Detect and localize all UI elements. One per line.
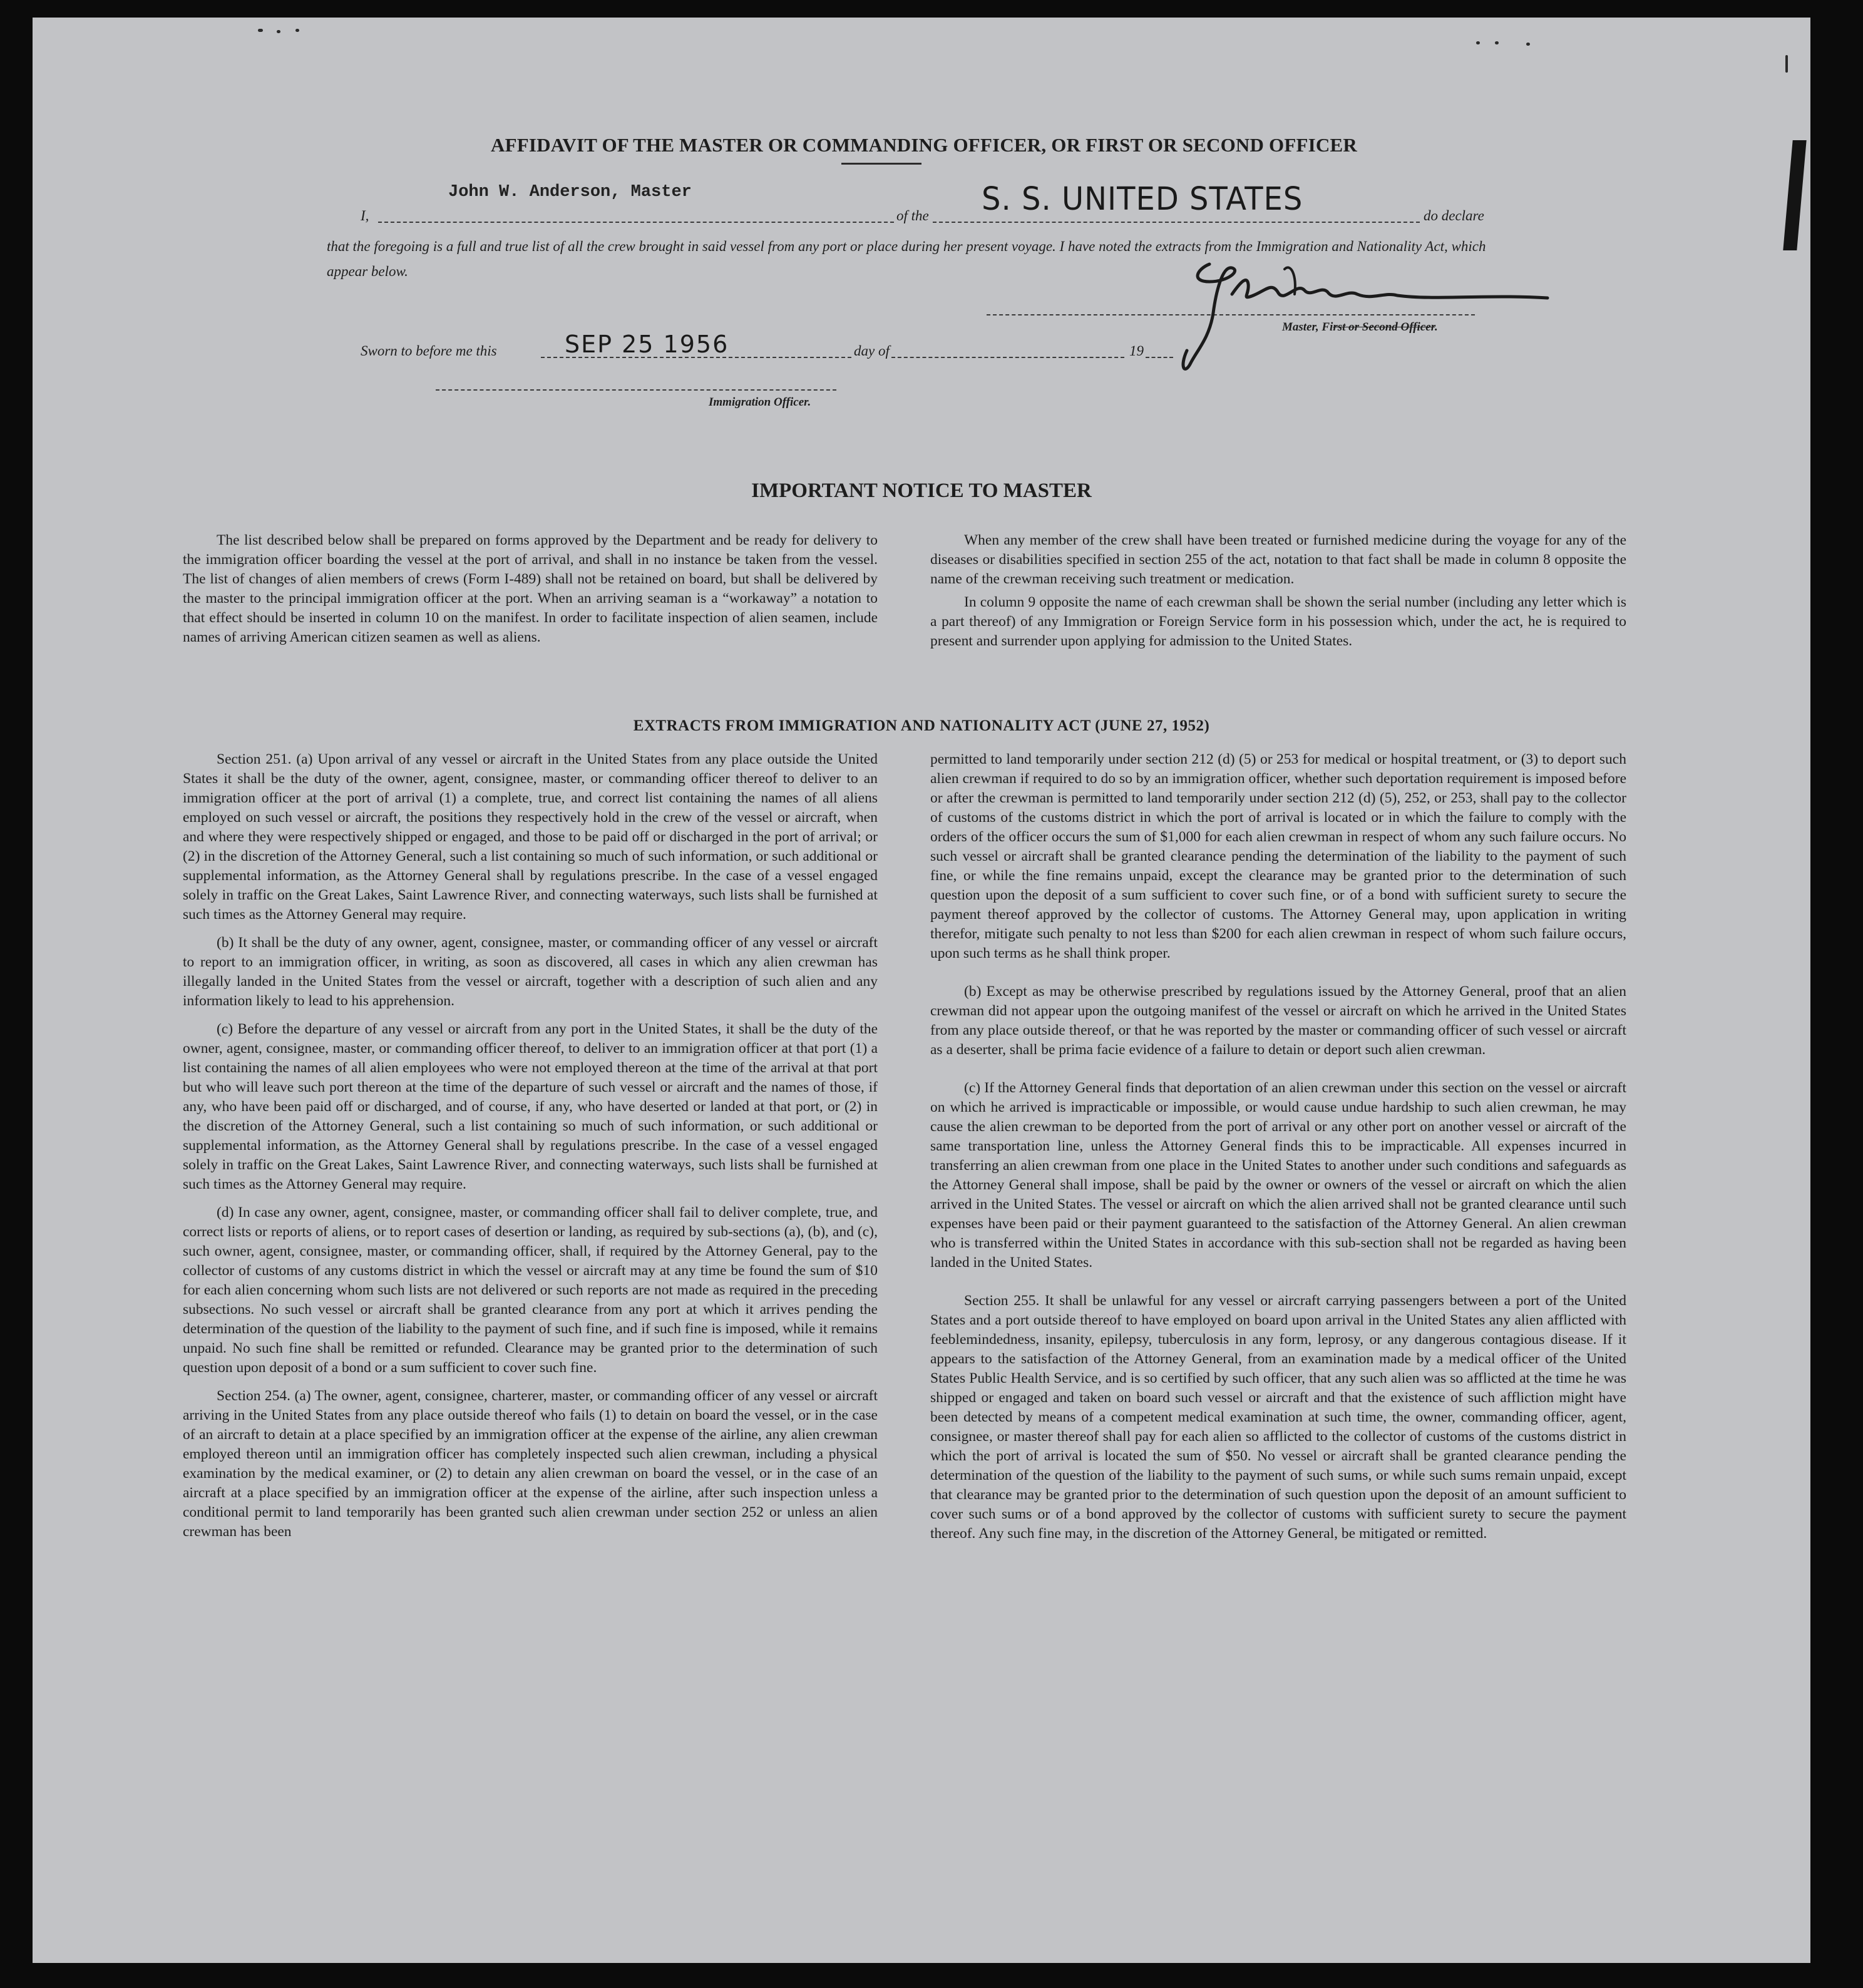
extracts-heading: EXTRACTS FROM IMMIGRATION AND NATIONALITY ACT (JUNE 27, 1952) <box>633 717 1210 734</box>
of-the-label: of the <box>896 208 929 223</box>
notice-paragraph: The list described below shall be prepared on forms approved by the Department and be ready for delivery to the immigration officer boarding the vessel at the port of arrival, and shall in no instance be taken from the vessel. The list of changes of alien members of crews (Form I-489) shall not be retained on board, but shall be delivered by the master to the principal immigration officer at the port. When an arriving seaman is a “workaway” a notation to that effect should be inserted in column 10 on the manifest. In order to facilitate inspection of alien seamen, include names of arriving American citizen seamen as well as aliens. <box>183 532 878 645</box>
section-paragraph: (c) Before the departure of any vessel or aircraft from any port in the United States, it shall be the duty of the owner, agent, consignee, master, or commanding officer thereof, to deliver to an immigration officer at that port (1) a list containing the names of all alien employees who were not employed thereon at the time of the arrival at that port but who will leave such port thereon at the time of the departure of such vessel or aircraft and the names of those, if any, who have been paid off or discharged, and of course, if any, who have deserted or landed at that port, or (2) in the discretion of the Attorney General, such a list containing so much of such information, or such additional or supplemental information, as the Attorney General shall by regulations prescribe. In the case of a vessel engaged solely in traffic on the Great Lakes, Saint Lawrence River, and connecting waterways, such lists shall be furnished at such times as the Attorney General may require. <box>183 1021 878 1192</box>
scan-speck <box>277 30 280 33</box>
signature-role-struck: rst or Second Officer <box>1333 320 1435 334</box>
day-of-label: day of <box>854 343 890 359</box>
immigration-officer-line <box>436 389 836 391</box>
signature-role <box>1282 320 1438 334</box>
section-paragraph: permitted to land temporarily under section 212 (d) (5) or 253 for medical or hospital treatment, or (3) to deport such alien crewman if required to do so by an immigration officer, whether such deportation requirement is imposed before or after the crewman is permitted to land temporarily under section 212 (d) (5), 252, or 253, shall pay to the collector of customs of the customs district in which the port of arrival is located or in which the failure to comply with the orders of the officer occurs the sum of $1,000 for each alien crewman in respect of whom any such failure occurs. No such vessel or aircraft shall be granted clearance pending the determination of the liability to the payment of such fine, or while the fine remains unpaid, except the clearance may be granted prior to the determination of such question upon the deposit of a sum sufficient to cover such fine, or of a bond with sufficient surety to secure the payment thereof approved by the collector of customs. The Attorney General may, upon application in writing therefor, mitigate such penalty to not less than $200 for each alien crewman in respect of whom such failure occurs, upon such terms as he shall think proper. <box>930 751 1626 961</box>
section-paragraph: Section 254. (a) The owner, agent, consignee, charterer, master, or commanding officer of any vessel or aircraft arriving in the United States from any place outside thereof who fails (1) to detain on board the vessel, or in the case of an aircraft to detain at a place specified by an immigration officer at the expense of the airline, any alien crewman employed thereon until an immigration officer has completely inspected such alien crewman, including a physical examination by the medical examiner, or (2) to detain any alien crewman on board the vessel, or in the case of an aircraft at a place specified by an immigration officer at the expense of the airline, after such inspection unless a conditional permit to land temporarily has been granted such alien crewman under section 252 or unless an alien crewman has been <box>183 1388 878 1540</box>
notice-heading: IMPORTANT NOTICE TO MASTER <box>751 479 1092 502</box>
section-paragraph: (d) In case any owner, agent, consignee, master, or commanding officer shall fail to deliver complete, true, and correct lists or reports of aliens, or to report cases of desertion or landing, as required by sub-sections (a), (b), and (c), such owner, agent, consignee, master, or commanding officer, shall, if required by the Attorney General, pay to the collector of customs of any customs district in which the vessel or aircraft may at any time be found the sum of $10 for each alien concerning whom such lists are not delivered or such reports are not made as required in the preceding subsections. No such vessel or aircraft shall be granted clearance from any port at which it arrives pending the determination of the question of the liability to the payment of such fine, and if such fine is imposed, while it remains unpaid. No such fine shall be remitted or refunded. Clearance may be granted prior to the determination of such question upon deposit of a bond or a sum sufficient to cover such fine. <box>183 1204 878 1376</box>
declaration-text: that the foregoing is a full and true list of all the crew brought in said vessel from any port or place during her present voyage. I have noted the extracts from the Immigration and Nationality Act, which appear below. <box>327 238 1486 279</box>
scan-speck <box>1495 41 1499 44</box>
signature-role-prefix: Master, Fi <box>1282 320 1333 334</box>
section-paragraph: (b) Except as may be otherwise prescribed by regulations issued by the Attorney General, proof that an alien crewman did not appear upon the outgoing manifest of the vessel or aircraft on which he arrived in the United States from any place outside thereof, or that he was reported by the master or commanding officer of such vessel or aircraft as a deserter, shall be prima facie evidence of a failure to detain or deport such alien crewman. <box>930 983 1626 1058</box>
extracts-left-column <box>183 750 878 1550</box>
scan-speck <box>295 29 299 32</box>
scan-speck <box>258 29 263 32</box>
vessel-name: S. S. UNITED STATES <box>982 180 1303 218</box>
year-label: 19 <box>1129 343 1144 359</box>
section-paragraph: Section 255. It shall be unlawful for any vessel or aircraft carrying passengers between a port of the United States and a port outside thereof to have employed on board upon arrival in the United States any alien afflicted with feeblemindedness, insanity, epilepsy, tuberculosis in any form, leprosy, or any dangerous contagious disease. If it appears to the satisfaction of the Attorney General, from an examination made by a medical officer of the United States Public Health Service, and is so certified by such officer, that any such alien was so afflicted at the time he was shipped or engaged and taken on board such vessel or aircraft and that the existence of such affliction might have been detected by means of a competent medical examination at such time, the owner, commanding officer, agent, consignee, or master thereof shall pay for each alien so afflicted to the collector of customs of the customs district in which the port of arrival is located the sum of $50. No vessel or aircraft shall be granted clearance pending the determination of the question of the liability to the payment of such sums, or while such sums remain unpaid, except that clearance may be granted prior to the determination of such question upon the deposit of an amount sufficient to cover such sums or of a bond approved by the collector of customs with sufficient surety to secure the payment thereof. Any such fine may, in the discretion of the Attorney General, be mitigated or remitted. <box>930 1293 1626 1542</box>
declarant-name: John W. Anderson, Master <box>448 183 692 202</box>
immigration-officer-label: Immigration Officer. <box>709 396 811 409</box>
section-paragraph: Section 251. (a) Upon arrival of any vessel or aircraft in the United States from any place outside the United States it shall be the duty of the owner, agent, consignee, master, or commanding officer thereof to deliver to an immigration officer at the port of arrival (1) a complete, true, and correct list containing the names of all aliens employed on such vessel or aircraft, the positions they respectively hold in the crew of the vessel or aircraft, when and where they were respectively shipped or engaged, and those to be paid off or discharged in the port of arrival; or (2) in the discretion of the Attorney General, such a list containing so much of such information, or such additional or supplemental information, as the Attorney General shall by regulations prescribe. In the case of a vessel engaged solely in traffic on the Great Lakes, Saint Lawrence River, and connecting waterways, such lists shall be furnished at such times as the Attorney General may require. <box>183 751 878 923</box>
declarant-line <box>378 222 894 223</box>
i-label: I, <box>361 208 369 223</box>
notice-right-column <box>930 531 1626 660</box>
affidavit-title: AFFIDAVIT OF THE MASTER OR COMMANDING OFFICER, OR FIRST OR SECOND OFFICER <box>491 134 1357 156</box>
scan-speck <box>1785 55 1788 73</box>
scan-speck <box>1476 41 1480 44</box>
vessel-line <box>933 222 1420 223</box>
do-declare-label: do declare <box>1424 208 1484 223</box>
affidavit-sheet <box>33 18 1810 1963</box>
signature-role-suffix: . <box>1435 320 1438 334</box>
sheet-edge-mark <box>1783 140 1806 250</box>
sworn-label: Sworn to before me this <box>361 343 497 359</box>
extracts-right-column <box>930 750 1626 1552</box>
section-paragraph: (b) It shall be the duty of any owner, agent, consignee, master, or commanding officer of any vessel or aircraft to report to an immigration officer, in writing, as soon as discovered, all cases in which any alien crewman has illegally landed in the United States from the vessel or aircraft, together with a description of such alien and any information likely to lead to his apprehension. <box>183 935 878 1009</box>
month-line <box>891 357 1124 358</box>
notice-paragraph: When any member of the crew shall have been treated or furnished medicine during the voyage for any of the diseases or disabilities specified in section 255 of the act, notation to that fact shall be made in column 8 opposite the name of the crewman receiving such treatment or medication. <box>930 532 1626 587</box>
title-rule <box>841 163 921 165</box>
master-signature <box>1172 257 1560 382</box>
scan-speck <box>1526 43 1530 46</box>
notice-left-column <box>183 531 878 656</box>
section-paragraph: (c) If the Attorney General finds that deportation of an alien crewman under this section on the vessel or aircraft on which he arrived is impracticable or impossible, or would cause undue hardship to such alien crewman, he may cause the alien crewman to be deported from the port of arrival or any other port on another vessel or aircraft of the same transportation line, unless the Attorney General finds this to be impracticable. All expenses incurred in transferring an alien crewman from one place in the United States to another under such conditions and safeguards as the Attorney General shall impose, shall be paid by the owner or owners of the vessel or aircraft on which the alien arrived in the United States. The vessel or aircraft on which the alien arrived shall not be granted clearance until such expenses have been paid or their payment guaranteed to the satisfaction of the Attorney General. An alien crewman who is transferred within the United States in accordance with this sub-section shall not be regarded as having been landed in the United States. <box>930 1080 1626 1271</box>
year-line <box>1146 357 1173 358</box>
notice-paragraph: In column 9 opposite the name of each crewman shall be shown the serial number (including any letter which is a part thereof) of any Immigration or Foreign Service form in his possession which, under the act, he is required to present and surrender upon applying for admission to the United States. <box>930 594 1626 649</box>
sworn-date-stamp: SEP 25 1956 <box>565 330 729 358</box>
